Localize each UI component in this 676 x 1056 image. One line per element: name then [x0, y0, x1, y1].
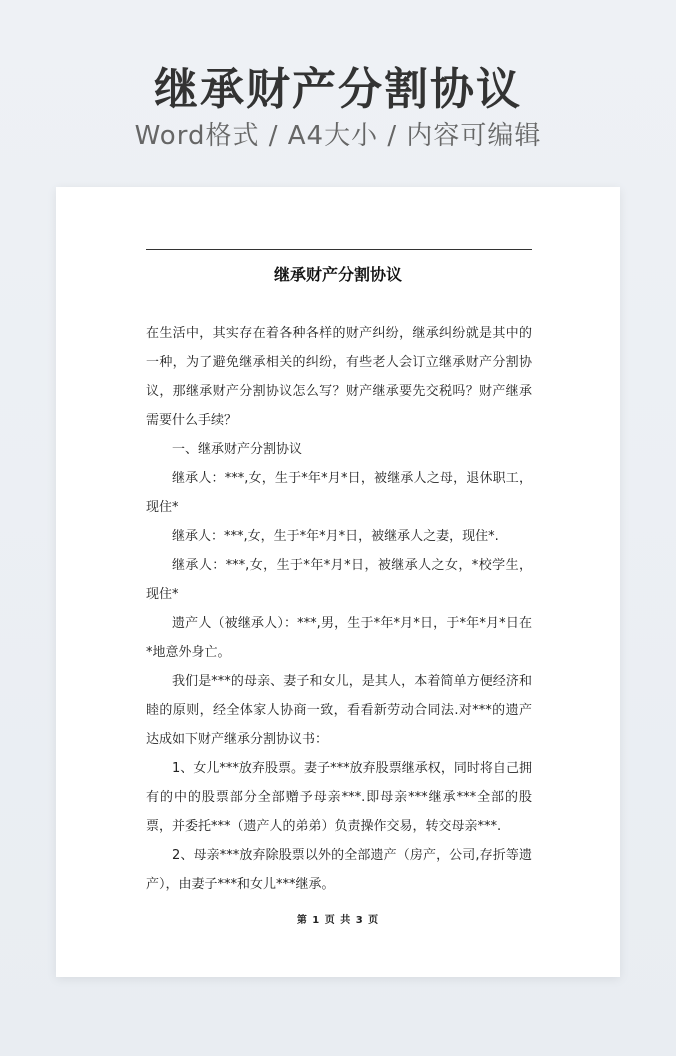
page-number-footer: 第 1 页 共 3 页	[296, 915, 380, 926]
paragraph-intro: 在生活中，其实存在着各种各样的财产纠纷，继承纠纷就是其中的一种，为了避免继承相关的纠纷，有些老人会订立继承财产分割协议，那继承财产分割协议怎么写？财产继承要先交税吗？财产继承需要什么手续？	[146, 326, 532, 428]
banner-subtitle: Word格式 / A4大小 / 内容可编辑	[134, 121, 542, 151]
header-rule	[146, 249, 532, 250]
paragraph-section-heading: 一、继承财产分割协议	[172, 442, 303, 457]
banner-title: 继承财产分割协议	[154, 64, 522, 115]
paragraph-clause-2: 2、母亲***放弃除股票以外的全部遗产（房产，公司,存折等遗产），由妻子***和女儿***继承。	[146, 848, 532, 892]
paragraph-agreement-preamble: 我们是***的母亲、妻子和女儿，是其人，本着简单方便经济和睦的原则，经全体家人协商一致，看看新劳动合同法.对***的遗产达成如下财产继承分割协议书：	[146, 674, 532, 747]
document-body	[146, 319, 532, 899]
document-title: 继承财产分割协议	[273, 265, 402, 284]
paragraph-heir-daughter: 继承人：***,女，生于*年*月*日，被继承人之女，*校学生，现住*	[146, 558, 532, 602]
paragraph-heir-wife: 继承人：***,女，生于*年*月*日，被继承人之妻，现住*.	[172, 529, 499, 544]
paragraph-clause-1: 1、女儿***放弃股票。妻子***放弃股票继承权，同时将自己拥有的中的股票部分全部赠予母亲***.即母亲***继承***全部的股票，并委托***（遗产人的弟弟）负责操作交易，转交母亲***.	[146, 761, 532, 834]
document-page	[56, 187, 620, 977]
paragraph-heir-mother: 继承人：***,女，生于*年*月*日，被继承人之母，退休职工，现住*	[146, 471, 532, 515]
paragraph-decedent: 遗产人（被继承人）：***,男，生于*年*月*日，于*年*月*日在*地意外身亡。	[146, 616, 532, 660]
